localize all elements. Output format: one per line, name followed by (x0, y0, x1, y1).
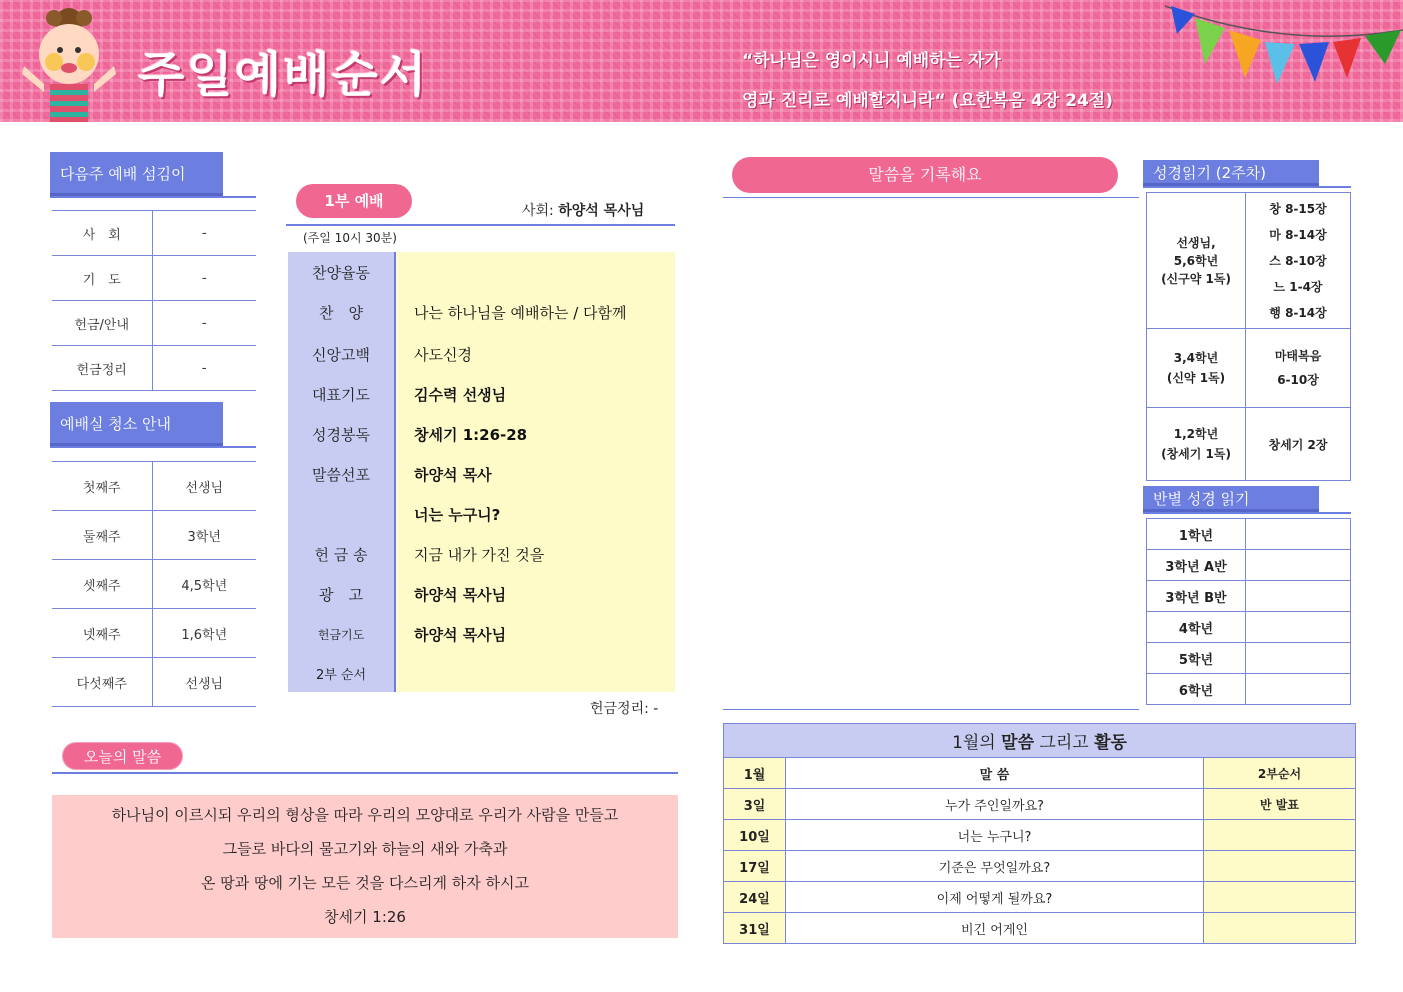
today-word-divider (52, 772, 678, 774)
table-row (1147, 643, 1351, 674)
who-cell: 선생님 (152, 462, 256, 511)
table-row (724, 789, 1356, 820)
name-cell: - (152, 211, 256, 256)
class-reading-table (1146, 518, 1351, 705)
host-label (522, 200, 644, 220)
service-order-table (288, 252, 675, 692)
activity-cell (1204, 913, 1356, 944)
word-cell: 누가 주인일까요? (786, 789, 1204, 820)
class-reading-divider (1143, 512, 1351, 514)
role-cell: 사 회 (52, 211, 152, 256)
table-row (724, 913, 1356, 944)
word-cell: 너는 누구니? (786, 820, 1204, 851)
table-row (1147, 674, 1351, 705)
service-value: 하양석 목사님 (414, 626, 507, 644)
today-word-badge: 오늘의 말씀 (62, 742, 183, 770)
role-cell: 헌금/안내 (52, 301, 152, 346)
table-row (288, 454, 675, 494)
monthly-title-prefix: 1월의 (952, 733, 1002, 753)
service-key: 신앙고백 (312, 346, 370, 364)
service-key: 헌금기도 (317, 628, 365, 642)
cleaning-table (52, 461, 256, 707)
bunting-flags-icon (1165, 0, 1403, 92)
table-row (1147, 193, 1351, 329)
header-date: 1월 (724, 758, 786, 789)
service-value: 하양석 목사님 (414, 586, 507, 604)
table-row (288, 374, 675, 414)
table-row (1147, 550, 1351, 581)
table-row (1147, 612, 1351, 643)
word-cell: 기준은 무엇일까요? (786, 851, 1204, 882)
class-check-cell[interactable] (1246, 643, 1351, 674)
service-badge: 1부 예배 (296, 184, 412, 218)
date-cell: 24일 (724, 882, 786, 913)
grade-cell: 3,4학년 (신약 1독) (1147, 329, 1246, 408)
word-cell: 비긴 어게인 (786, 913, 1204, 944)
header-verse-line2: 영과 진리로 예배할지니라“ (요한복음 4장 24절) (742, 91, 1113, 111)
service-key: 광 고 (319, 586, 363, 604)
host-label-text: 사회: (522, 203, 554, 219)
monthly-table (723, 723, 1356, 944)
today-word-line: 그들로 바다의 물고기와 하늘의 새와 가축과 (222, 840, 508, 858)
class-check-cell[interactable] (1246, 612, 1351, 643)
date-cell: 3일 (724, 789, 786, 820)
book-item: 행 8-14장 (1269, 305, 1327, 320)
name-cell: - (152, 301, 256, 346)
word-cell: 이제 어떻게 될까요? (786, 882, 1204, 913)
book-item: 마태복음 (1274, 349, 1322, 363)
service-value: 창세기 1:26-28 (414, 426, 528, 444)
name-cell: - (152, 256, 256, 301)
service-value: 지금 내가 가진 것을 (414, 546, 545, 564)
table-row (724, 820, 1356, 851)
record-divider-top (723, 197, 1139, 198)
table-row (288, 574, 675, 614)
activity-cell (1204, 851, 1356, 882)
name-cell: - (152, 346, 256, 391)
class-reading-tab: 반별 성경 읽기 (1143, 486, 1319, 512)
bible-reading-table (1146, 192, 1351, 481)
class-cell: 4학년 (1147, 612, 1246, 643)
service-value: 김수력 선생님 (414, 386, 507, 404)
book-item: 스 8-10장 (1269, 253, 1327, 268)
book-item: 창세기 2장 (1268, 437, 1328, 452)
activity-cell (1204, 820, 1356, 851)
header-banner (0, 0, 1403, 122)
who-cell: 선생님 (152, 658, 256, 707)
book-item: 창 8-15장 (1269, 201, 1327, 216)
table-row (1147, 408, 1351, 481)
cleaning-divider (50, 446, 256, 448)
class-cell: 5학년 (1147, 643, 1246, 674)
monthly-title-bold2: 활동 (1094, 733, 1127, 753)
activity-cell (1204, 882, 1356, 913)
book-item: 6-10장 (1277, 373, 1319, 387)
table-row (52, 301, 256, 346)
service-value: 하양석 목사 (414, 466, 492, 484)
table-row (288, 414, 675, 454)
grade-cell: 선생님, 5,6학년 (신구약 1독) (1147, 193, 1246, 329)
who-cell: 3학년 (152, 511, 256, 560)
today-word-line: 창세기 1:26 (324, 908, 406, 926)
books-cell (1246, 408, 1351, 481)
header-word: 말 씀 (786, 758, 1204, 789)
record-divider-bottom (723, 709, 1139, 710)
table-row (52, 658, 256, 707)
week-cell: 셋째주 (52, 560, 152, 609)
service-value: 나는 하나님을 예배하는 / 다함께 (414, 304, 627, 322)
table-row (288, 534, 675, 574)
service-value: 너는 누구니? (414, 506, 501, 524)
service-value: 사도신경 (414, 346, 472, 364)
table-row (288, 654, 675, 694)
service-key: 찬양율동 (312, 264, 370, 282)
table-row (1147, 519, 1351, 550)
table-row (52, 511, 256, 560)
books-cell (1246, 193, 1351, 329)
week-cell: 첫째주 (52, 462, 152, 511)
service-time: (주일 10시 30분) (303, 231, 397, 245)
grade-cell: 1,2학년 (창세기 1독) (1147, 408, 1246, 481)
table-row (52, 346, 256, 391)
class-cell: 1학년 (1147, 519, 1246, 550)
table-row (288, 614, 675, 654)
service-key: 대표기도 (312, 386, 370, 404)
cleaning-tab: 예배실 청소 안내 (50, 402, 223, 446)
monthly-title-mid: 그리고 (1034, 733, 1095, 753)
today-word-line: 온 땅과 땅에 기는 모든 것을 다스리게 하자 하시고 (201, 874, 529, 892)
activity-cell: 반 발표 (1204, 789, 1356, 820)
table-row (52, 256, 256, 301)
host-name: 하양석 목사님 (558, 203, 645, 219)
table-row (288, 252, 675, 292)
table-row (724, 851, 1356, 882)
class-check-cell[interactable] (1246, 550, 1351, 581)
week-cell: 둘째주 (52, 511, 152, 560)
table-row (724, 882, 1356, 913)
class-check-cell[interactable] (1246, 519, 1351, 550)
class-cell: 3학년 B반 (1147, 581, 1246, 612)
table-row (52, 560, 256, 609)
service-key: 찬 양 (319, 304, 363, 322)
book-item: 마 8-14장 (1269, 227, 1327, 242)
service-key: 2부 순서 (315, 668, 367, 683)
bible-reading-divider (1143, 186, 1351, 188)
date-cell: 10일 (724, 820, 786, 851)
service-key: 말씀선포 (312, 466, 370, 484)
monthly-title-bold1: 말씀 (1001, 733, 1034, 753)
role-cell: 기 도 (52, 256, 152, 301)
who-cell: 4,5학년 (152, 560, 256, 609)
class-check-cell[interactable] (1246, 581, 1351, 612)
table-row (52, 211, 256, 256)
who-cell: 1,6학년 (152, 609, 256, 658)
table-row (288, 292, 675, 332)
monthly-title-row (724, 724, 1356, 758)
next-week-table (52, 210, 256, 391)
role-cell: 헌금정리 (52, 346, 152, 391)
week-cell: 다섯째주 (52, 658, 152, 707)
week-cell: 넷째주 (52, 609, 152, 658)
next-week-tab: 다음주 예배 섬김이 (50, 152, 223, 196)
table-row (52, 462, 256, 511)
date-cell: 17일 (724, 851, 786, 882)
header-activity: 2부순서 (1204, 758, 1356, 789)
today-word-box (52, 795, 678, 938)
record-badge: 말씀을 기록해요 (732, 157, 1118, 193)
class-cell: 3학년 A반 (1147, 550, 1246, 581)
books-cell (1246, 329, 1351, 408)
table-row (52, 609, 256, 658)
next-week-divider (50, 196, 256, 198)
service-key: 헌 금 송 (314, 546, 368, 564)
service-divider (286, 224, 675, 226)
record-area[interactable] (723, 199, 1139, 709)
bible-reading-tab: 성경읽기 (2주차) (1143, 160, 1319, 186)
monthly-title (724, 724, 1356, 758)
table-row (288, 494, 675, 534)
today-word-line: 하나님이 이르시되 우리의 형상을 따라 우리의 모양대로 우리가 사람을 만들고 (111, 806, 619, 824)
service-key: 성경봉독 (312, 426, 370, 444)
class-cell: 6학년 (1147, 674, 1246, 705)
table-row (288, 334, 675, 374)
header-verse-line1: “하나님은 영이시니 예배하는 자가 (742, 51, 1001, 71)
offering-note: 헌금정리: - (590, 701, 659, 717)
page-title: 주일예배순서 (138, 47, 429, 103)
table-row (1147, 329, 1351, 408)
girl-illustration-icon (14, 4, 124, 122)
class-check-cell[interactable] (1246, 674, 1351, 705)
table-row (1147, 581, 1351, 612)
date-cell: 31일 (724, 913, 786, 944)
monthly-header-row (724, 758, 1356, 789)
book-item: 느 1-4장 (1273, 279, 1323, 294)
